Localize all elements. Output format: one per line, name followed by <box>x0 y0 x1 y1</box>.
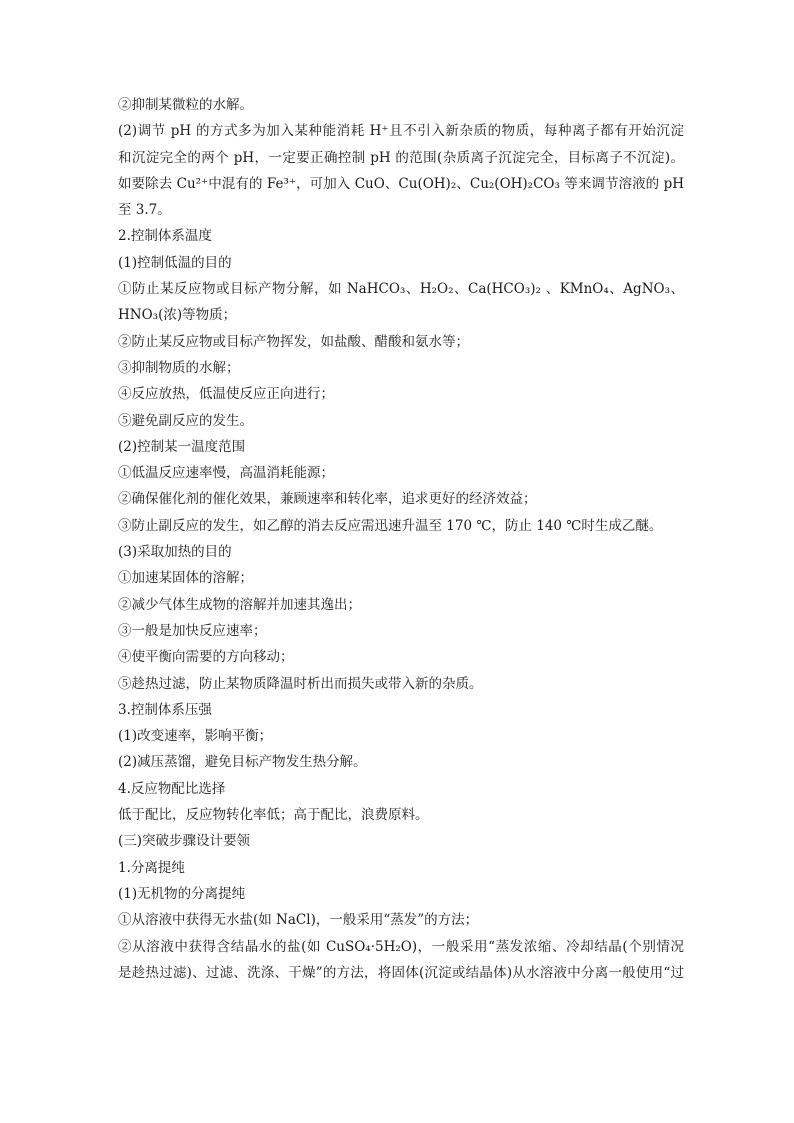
text-line: ④反应放热，低温使反应正向进行； <box>118 386 334 403</box>
text-line: (2)控制某一温度范围 <box>118 438 246 455</box>
text-line: (三)突破步骤设计要领 <box>118 833 251 850</box>
text-line: 至 3.7。 <box>118 202 171 219</box>
text-line: ①从溶液中获得无水盐(如 NaCl)，一般采用“蒸发”的方法； <box>118 912 479 929</box>
text-line: 3.控制体系压强 <box>118 701 212 718</box>
text-line: (1)改变速率，影响平衡； <box>118 728 273 745</box>
text-line: 是趁热过滤)、过滤、洗涤、干燥”的方法，将固体(沉淀或结晶体)从水溶液中分离一般使用“过 <box>118 964 684 981</box>
text-line: ②从溶液中获得含结晶水的盐(如 CuSO₄·5H₂O)，一般采用“蒸发浓缩、冷却结晶(个别情况 <box>118 938 684 955</box>
text-line: ⑤避免副反应的发生。 <box>118 412 253 429</box>
text-line: ①防止某反应物或目标产物分解，如 NaHCO₃、H₂O₂、Ca(HCO₃)₂ 、KMnO₄、AgNO₃、 <box>118 281 684 298</box>
text-line: (1)控制低温的目的 <box>118 254 232 271</box>
text-line: ④使平衡向需要的方向移动； <box>118 649 294 666</box>
text-line: 1.分离提纯 <box>118 859 185 876</box>
text-line: ②防止某反应物或目标产物挥发，如盐酸、醋酸和氨水等； <box>118 333 469 350</box>
text-line: (2)调节 pH 的方式多为加入某种能消耗 H⁺且不引入新杂质的物质，每种离子都有开始沉淀 <box>118 123 684 140</box>
text-line: ②确保催化剂的催化效果，兼顾速率和转化率，追求更好的经济效益； <box>118 491 537 508</box>
text-line: 2.控制体系温度 <box>118 228 212 245</box>
text-line: 和沉淀完全的两个 pH，一定要正确控制 pH 的范围(杂质离子沉淀完全，目标离子不沉淀)。 <box>118 149 684 166</box>
text-body <box>118 92 684 986</box>
text-line: ③抑制物质的水解； <box>118 359 240 376</box>
text-line: ⑤趁热过滤，防止某物质降温时析出而损失或带入新的杂质。 <box>118 675 483 692</box>
text-line: ③一般是加快反应速率； <box>118 622 267 639</box>
text-line: 4.反应物配比选择 <box>118 780 226 797</box>
text-line: (2)减压蒸馏，避免目标产物发生热分解。 <box>118 754 367 771</box>
text-line: 低于配比，反应物转化率低；高于配比，浪费原料。 <box>118 807 429 824</box>
text-line: ①低温反应速率慢，高温消耗能源； <box>118 465 334 482</box>
text-line: ①加速某固体的溶解； <box>118 570 253 587</box>
text-line: (1)无机物的分离提纯 <box>118 885 246 902</box>
text-line: ③防止副反应的发生，如乙醇的消去反应需迅速升温至 170 ℃，防止 140 ℃时生成乙醚。 <box>118 517 663 534</box>
text-line: HNO₃(浓)等物质； <box>118 307 237 324</box>
text-line: ②抑制某微粒的水解。 <box>118 97 253 113</box>
text-line: 如要除去 Cu²⁺中混有的 Fe³⁺，可加入 CuO、Cu(OH)₂、Cu₂(OH)₂CO₃ 等来调节溶液的 pH <box>118 175 684 192</box>
text-line: ②减少气体生成物的溶解并加速其逸出； <box>118 596 361 613</box>
text-line: (3)采取加热的目的 <box>118 544 232 561</box>
